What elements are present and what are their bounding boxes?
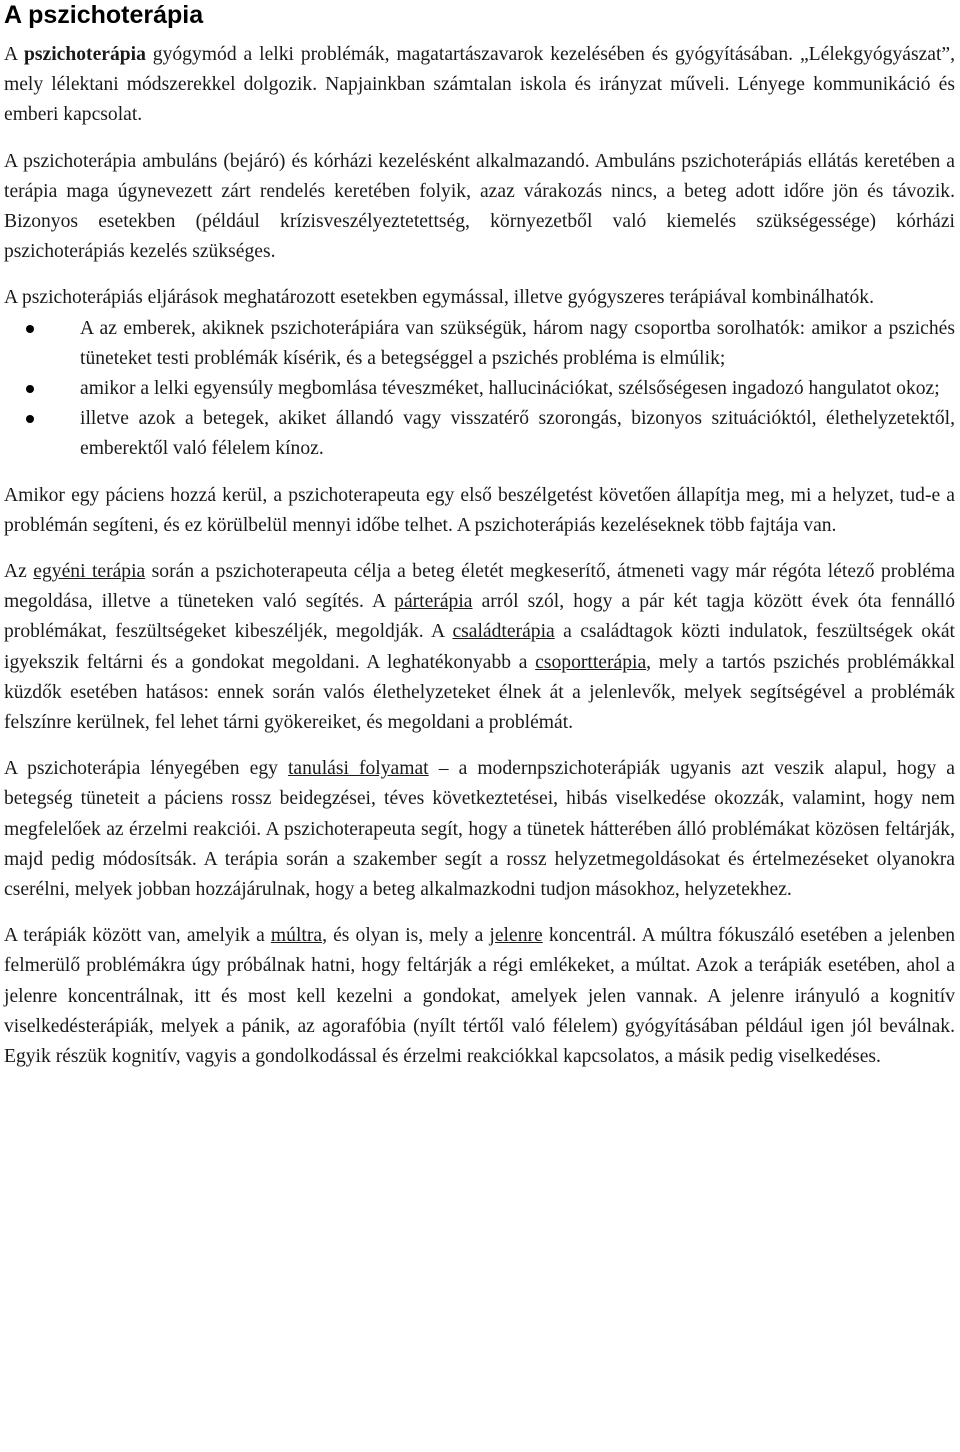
- bullet-icon: [26, 385, 34, 393]
- text-span: – a modernpszichoterápiák ugyanis azt veszik alapul, hogy a betegség tüneteit a páciens rossz beidegzései, téves következtetései, hibás viselkedése okozzák, valamint, hogy nem megfelelőek az érzelmi reakciói. A pszichoterapeuta segít, hogy a tünetek hátterében álló problémákat közösen feltárják, majd pedig módosítsák. A terápia során a szakember segít a rossz helyzetmegoldásokat és értelmezéseket olyanokra cserélni, melyek jobban hozzájárulnak, hogy a beteg alkalmazkodni tudjon másokhoz, helyzetekhez.: [4, 758, 956, 901]
- text-span: a családtagok közti indulatok, feszültségek okát igyekszik feltárni és a gondokat megoldani. A leghatékonyabb a: [4, 621, 955, 673]
- page-title: A pszichoterápia: [4, 1, 204, 29]
- list-item: [4, 374, 955, 404]
- paragraph-combination: A pszichoterápiás eljárások meghatározott esetekben egymással, illetve gyógyszeres terápiával kombinálhatók.: [4, 287, 874, 309]
- text-span: A: [4, 44, 24, 65]
- text-span: arról szól, hogy a pár két tagja között évek óta fennálló problémákat, feszültségeket kibeszéljék, megoldják. A: [4, 591, 955, 643]
- term-group-therapy: csoportterápia: [535, 651, 647, 673]
- list-item-text: illetve azok a betegek, akiket állandó vagy visszatérő szorongás, bizonyos szituációktól, élethelyzetektől, emberektől való félelem kínoz.: [80, 408, 955, 460]
- paragraph-learning-process: [4, 754, 955, 905]
- term-past: múltra: [270, 925, 323, 947]
- term-couples-therapy: párterápia: [394, 591, 473, 613]
- text-span: Az: [4, 561, 34, 583]
- paragraph-intro: [4, 40, 955, 131]
- bullet-list: [4, 314, 955, 465]
- term-family-therapy: családterápia: [452, 621, 555, 643]
- bullet-icon: [26, 415, 34, 423]
- term-individual-therapy: egyéni terápia: [33, 561, 146, 583]
- text-span: során a pszichoterapeuta célja a beteg életét megkeserítő, átmeneti vagy már régóta létező probléma megoldása, illetve a tüneteken való segítés. A: [4, 561, 955, 613]
- text-span: , és olyan is, mely a: [322, 925, 490, 947]
- paragraph-first-meeting: Amikor egy páciens hozzá kerül, a pszichoterapeuta egy első beszélgetést követően állapítja meg, mi a helyzet, tud-e a problémán segíteni, és ez körülbelül mennyi időbe telhet. A pszichoterápiás kezeléseknek több fajtája van.: [4, 484, 955, 536]
- text-span: A pszichoterápia lényegében egy: [4, 758, 288, 780]
- paragraph-ambulant: A pszichoterápia ambuláns (bejáró) és kórházi kezelésként alkalmazandó. Ambuláns pszichoterápiás ellátás keretében a terápia maga úgynevezett zárt rendelés keretében folyik, azaz várakozás nincs, a beteg adott időre jön és távozik. Bizonyos esetekben (például krízisveszélyeztetettség, környezetből való kiemelés szükségessége) kórházi pszichoterápiás kezelés szükséges.: [4, 150, 955, 263]
- bullet-icon: [26, 325, 34, 333]
- list-item-text: amikor a lelki egyensúly megbomlása téveszméket, hallucinációkat, szélsőségesen ingadozó hangulatot okoz;: [80, 378, 940, 400]
- paragraph-therapy-types: [4, 557, 955, 738]
- term-present: jelenre: [489, 925, 543, 947]
- text-span: gyógymód a lelki problémák, magatartászavarok kezelésében és gyógyításában. „Lélekgyógyászat”, mely lélektani módszerekkel dolgozik. Napjainkban számtalan iskola és irányzat műveli. Lényege kommunikáció és emberi kapcsolat.: [4, 44, 956, 126]
- term-learning-process: tanulási folyamat: [287, 758, 429, 780]
- text-span: , mely a tartós pszichés problémákkal küzdők esetében hatásos: ennek során valós élethelyzeteket élnek át a jelenlevők, melyek segítségével a problémák felszínre kerülnek, fel lehet tárni gyökereiket, és megoldani a problémát.: [4, 651, 955, 734]
- list-item: [4, 314, 955, 374]
- paragraph-past-present: [4, 921, 955, 1072]
- bold-term: pszichoterápia: [23, 44, 146, 65]
- text-span: A terápiák között van, amelyik a: [4, 925, 271, 947]
- list-item-text: A az emberek, akiknek pszichoterápiára van szükségük, három nagy csoportba sorolhatók: amikor a pszichés tüneteket testi problémák kísérik, és a betegséggel a pszichés probléma is elmúlik;: [80, 317, 955, 369]
- list-item: [4, 404, 955, 464]
- text-span: koncentrál. A múltra fókuszáló esetében a jelenben felmerülő problémákra úgy próbálnak hatni, hogy feltárják a régi emlékeket, a múltat. Azok a terápiák esetében, ahol a jelenre koncentrálnak, itt és most kell kezelni a gondokat, amelyek jelen vannak. A jelenre irányuló a kognitív viselkedésterápiák, melyek a pánik, az agorafóbia (nyílt tértől való félelem) gyógyításában például igen jól beválnak. Egyik részük kognitív, vagyis a gondolkodással és érzelmi reakciókkal kapcsolatos, a másik pedig viselkedéses.: [4, 925, 956, 1068]
- document-page: [4, 0, 955, 1072]
